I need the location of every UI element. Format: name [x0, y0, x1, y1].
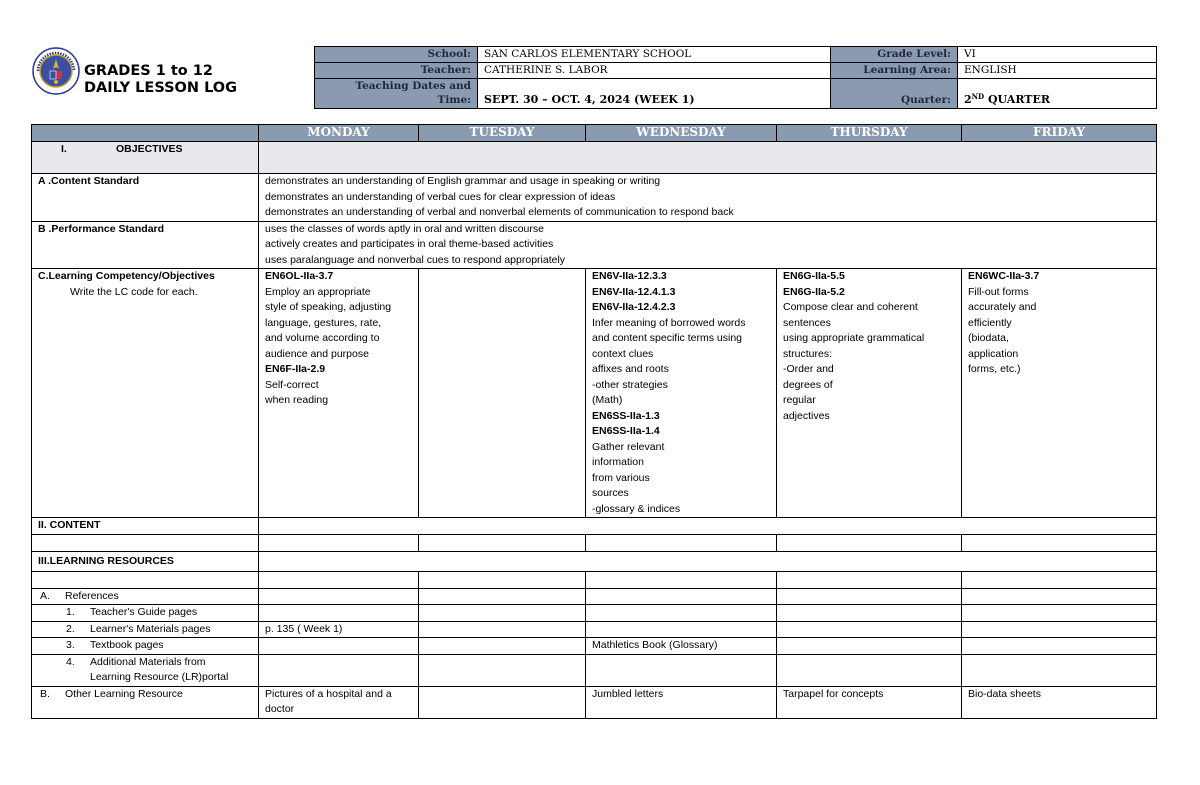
competency-thursday — [777, 269, 962, 518]
title-line-1: GRADES 1 to 12 — [84, 63, 213, 79]
learners-materials-label — [32, 621, 259, 638]
blank-cell — [586, 571, 777, 588]
competency-code: EN6F-IIa-2.9 — [265, 363, 326, 375]
competency-label — [32, 269, 259, 518]
blank-cell — [777, 638, 962, 655]
competency-monday — [259, 269, 419, 518]
blank-cell — [419, 571, 586, 588]
textbook-number: 3. — [66, 639, 75, 651]
day-wednesday: WEDNESDAY — [586, 125, 777, 142]
blank-cell — [419, 605, 586, 622]
content-blank-row — [32, 534, 1157, 551]
blank-cell — [962, 621, 1157, 638]
blank-cell — [962, 638, 1157, 655]
blank-cell — [777, 621, 962, 638]
content-label: II. CONTENT — [32, 518, 259, 535]
header-info-table — [314, 46, 1157, 109]
learning-area-value: ENGLISH — [958, 63, 1157, 79]
blank-cell — [586, 534, 777, 551]
competency-line: forms, etc.) — [968, 363, 1021, 375]
performance-standard-line: uses paralanguage and nonverbal cues to respond appropriately — [265, 253, 566, 266]
document-title — [84, 63, 237, 97]
objectives-number: I. — [61, 143, 67, 155]
objectives-text: OBJECTIVES — [116, 143, 183, 155]
competency-code: EN6G-IIa-5.2 — [783, 285, 845, 298]
learning-resources-value — [259, 551, 1157, 571]
competency-friday — [962, 269, 1157, 518]
blank-cell — [259, 534, 419, 551]
competency-line: context clues — [592, 347, 654, 360]
references-label — [32, 588, 259, 605]
blank-cell — [419, 686, 586, 718]
competency-line: (Math) — [592, 394, 623, 406]
competency-code: EN6SS-IIa-1.4 — [592, 425, 660, 437]
other-resource-friday: Bio-data sheets — [962, 686, 1157, 718]
other-resource-thursday: Tarpapel for concepts — [777, 686, 962, 718]
learning-resources-row — [32, 551, 1157, 571]
content-standard-line: demonstrates an understanding of verbal cues for clear expression of ideas — [265, 190, 616, 203]
content-standard-line: demonstrates an understanding of English grammar and usage in speaking or writing — [265, 175, 661, 187]
blank-cell — [777, 534, 962, 551]
objectives-label — [32, 142, 259, 174]
day-thursday: THURSDAY — [777, 125, 962, 142]
competency-line: degrees of — [783, 378, 833, 391]
competency-code: EN6SS-IIa-1.3 — [592, 409, 660, 422]
blank-cell — [419, 534, 586, 551]
competency-line: structures: — [783, 347, 833, 360]
blank-cell — [777, 571, 962, 588]
competency-line: style of speaking, adjusting — [265, 301, 392, 313]
other-resource-monday-line: doctor — [265, 703, 295, 715]
teachers-guide-row — [32, 605, 1157, 622]
competency-tuesday — [419, 269, 586, 518]
competency-line: from various — [592, 471, 650, 484]
teachers-guide-label — [32, 605, 259, 622]
other-resource-label — [32, 686, 259, 718]
objectives-content — [259, 142, 1157, 174]
learning-resources-label: III.LEARNING RESOURCES — [32, 551, 259, 571]
content-standard-row — [32, 174, 1157, 222]
blank-cell — [419, 654, 586, 686]
competency-line: and content specific terms using — [592, 332, 742, 344]
competency-line: Self-correct — [265, 378, 319, 391]
additional-materials-row — [32, 654, 1157, 686]
competency-line: regular — [783, 394, 816, 406]
blank-cell — [259, 571, 419, 588]
blank-cell — [419, 621, 586, 638]
competency-line: -other strategies — [592, 378, 668, 391]
learners-materials-monday: p. 135 ( Week 1) — [259, 621, 419, 638]
blank-cell — [962, 588, 1157, 605]
additional-materials-label — [32, 654, 259, 686]
blank-cell — [586, 588, 777, 605]
other-resource-text: Other Learning Resource — [65, 687, 183, 700]
content-value — [259, 518, 1157, 535]
competency-code: EN6V-IIa-12.4.1.3 — [592, 285, 676, 298]
teaching-dates-label: Teaching Dates and Time: — [315, 79, 478, 109]
references-number: A. — [40, 589, 50, 602]
content-standard-label: A .Content Standard — [32, 174, 259, 222]
textbook-wednesday: Mathletics Book (Glossary) — [586, 638, 777, 655]
additional-materials-text: Additional Materials from — [90, 655, 206, 668]
content-standard-text — [259, 174, 1157, 222]
days-header-blank — [32, 125, 259, 142]
blank-cell — [259, 605, 419, 622]
blank-cell — [777, 654, 962, 686]
competency-line: -Order and — [783, 363, 834, 375]
other-resource-monday — [259, 686, 419, 718]
blank-cell — [777, 588, 962, 605]
day-tuesday: TUESDAY — [419, 125, 586, 142]
additional-materials-number: 4. — [66, 655, 75, 668]
performance-standard-row — [32, 221, 1157, 269]
quarter-value — [958, 79, 1157, 109]
content-standard-line: demonstrates an understanding of verbal and nonverbal elements of communication to respond back — [265, 206, 734, 218]
blank-cell — [586, 654, 777, 686]
competency-row — [32, 269, 1157, 518]
lesson-log-table — [31, 124, 1157, 719]
competency-line: accurately and — [968, 301, 1037, 313]
learners-materials-number: 2. — [66, 622, 75, 635]
blank-cell — [962, 605, 1157, 622]
performance-standard-line: actively creates and participates in oral theme-based activities — [265, 238, 554, 250]
teachers-guide-text: Teacher's Guide pages — [90, 606, 198, 618]
objectives-row — [32, 142, 1157, 174]
grade-level-value: VI — [958, 47, 1157, 63]
textbook-row — [32, 638, 1157, 655]
teaching-dates-value: SEPT. 30 – OCT. 4, 2024 (WEEK 1) — [478, 79, 831, 109]
competency-line: using appropriate grammatical — [783, 332, 925, 344]
blank-cell — [259, 588, 419, 605]
competency-line: -glossary & indices — [592, 502, 681, 515]
teachers-guide-number: 1. — [66, 606, 75, 618]
other-resource-wednesday: Jumbled letters — [586, 686, 777, 718]
quarter-number: 2 — [964, 93, 972, 106]
teacher-value: CATHERINE S. LABOR — [478, 63, 831, 79]
day-monday: MONDAY — [259, 125, 419, 142]
other-resource-number: B. — [40, 687, 50, 700]
competency-instruction: Write the LC code for each. — [70, 285, 198, 298]
title-line-2: DAILY LESSON LOG — [84, 80, 238, 96]
competency-line: adjectives — [783, 409, 830, 422]
learning-area-label: Learning Area: — [831, 63, 958, 79]
competency-code: EN6WC-IIa-3.7 — [968, 270, 1040, 282]
quarter-suffix: ND — [971, 92, 985, 101]
blank-cell — [777, 605, 962, 622]
blank-cell — [962, 654, 1157, 686]
competency-line: Fill-out forms — [968, 285, 1029, 298]
other-resource-monday-line: Pictures of a hospital and a — [265, 687, 392, 700]
competency-line: affixes and roots — [592, 363, 669, 375]
teacher-label: Teacher: — [315, 63, 478, 79]
competency-line: sentences — [783, 316, 831, 329]
other-resource-row — [32, 686, 1157, 718]
learners-materials-row — [32, 621, 1157, 638]
performance-standard-line: uses the classes of words aptly in oral and written discourse — [265, 222, 544, 235]
competency-code: EN6V-IIa-12.3.3 — [592, 270, 667, 282]
competency-code: EN6V-IIa-12.4.2.3 — [592, 301, 676, 313]
performance-standard-label: B .Performance Standard — [32, 221, 259, 269]
performance-standard-text — [259, 221, 1157, 269]
competency-title: C.Learning Competency/Objectives — [38, 270, 215, 282]
competency-line: (biodata, — [968, 332, 1009, 344]
blank-cell — [259, 638, 419, 655]
content-row — [32, 518, 1157, 535]
school-value: SAN CARLOS ELEMENTARY SCHOOL — [478, 47, 831, 63]
learners-materials-text: Learner's Materials pages — [90, 622, 211, 635]
competency-wednesday — [586, 269, 777, 518]
blank-cell — [259, 654, 419, 686]
competency-line: when reading — [265, 394, 329, 406]
competency-code: EN6OL-IIa-3.7 — [265, 270, 334, 282]
competency-line: information — [592, 456, 644, 468]
quarter-word: QUARTER — [984, 93, 1050, 106]
competency-line: Gather relevant — [592, 440, 665, 453]
blank-cell — [419, 588, 586, 605]
blank-cell — [962, 534, 1157, 551]
blank-cell — [419, 638, 586, 655]
competency-line: language, gestures, rate, — [265, 316, 382, 329]
references-text: References — [65, 589, 119, 602]
quarter-label: Quarter: — [831, 79, 958, 109]
competency-line: efficiently — [968, 316, 1012, 329]
blank-cell — [586, 605, 777, 622]
blank-cell — [32, 571, 259, 588]
blank-cell — [586, 621, 777, 638]
day-friday: FRIDAY — [962, 125, 1157, 142]
competency-line: application — [968, 347, 1019, 360]
competency-line: Compose clear and coherent — [783, 301, 918, 313]
competency-line: sources — [592, 487, 629, 499]
textbook-label — [32, 638, 259, 655]
competency-line: and volume according to — [265, 332, 380, 344]
competency-code: EN6G-IIa-5.5 — [783, 270, 845, 282]
grade-level-label: Grade Level: — [831, 47, 958, 63]
days-header-row — [32, 125, 1157, 142]
competency-line: audience and purpose — [265, 347, 369, 360]
competency-line: Employ an appropriate — [265, 285, 371, 298]
school-label: School: — [315, 47, 478, 63]
textbook-text: Textbook pages — [90, 639, 164, 651]
references-row — [32, 588, 1157, 605]
resources-blank-row — [32, 571, 1157, 588]
additional-materials-text-2: Learning Resource (LR)portal — [90, 671, 229, 683]
deped-seal-icon — [32, 47, 80, 95]
competency-line: Infer meaning of borrowed words — [592, 316, 746, 329]
blank-cell — [962, 571, 1157, 588]
blank-cell — [32, 534, 259, 551]
